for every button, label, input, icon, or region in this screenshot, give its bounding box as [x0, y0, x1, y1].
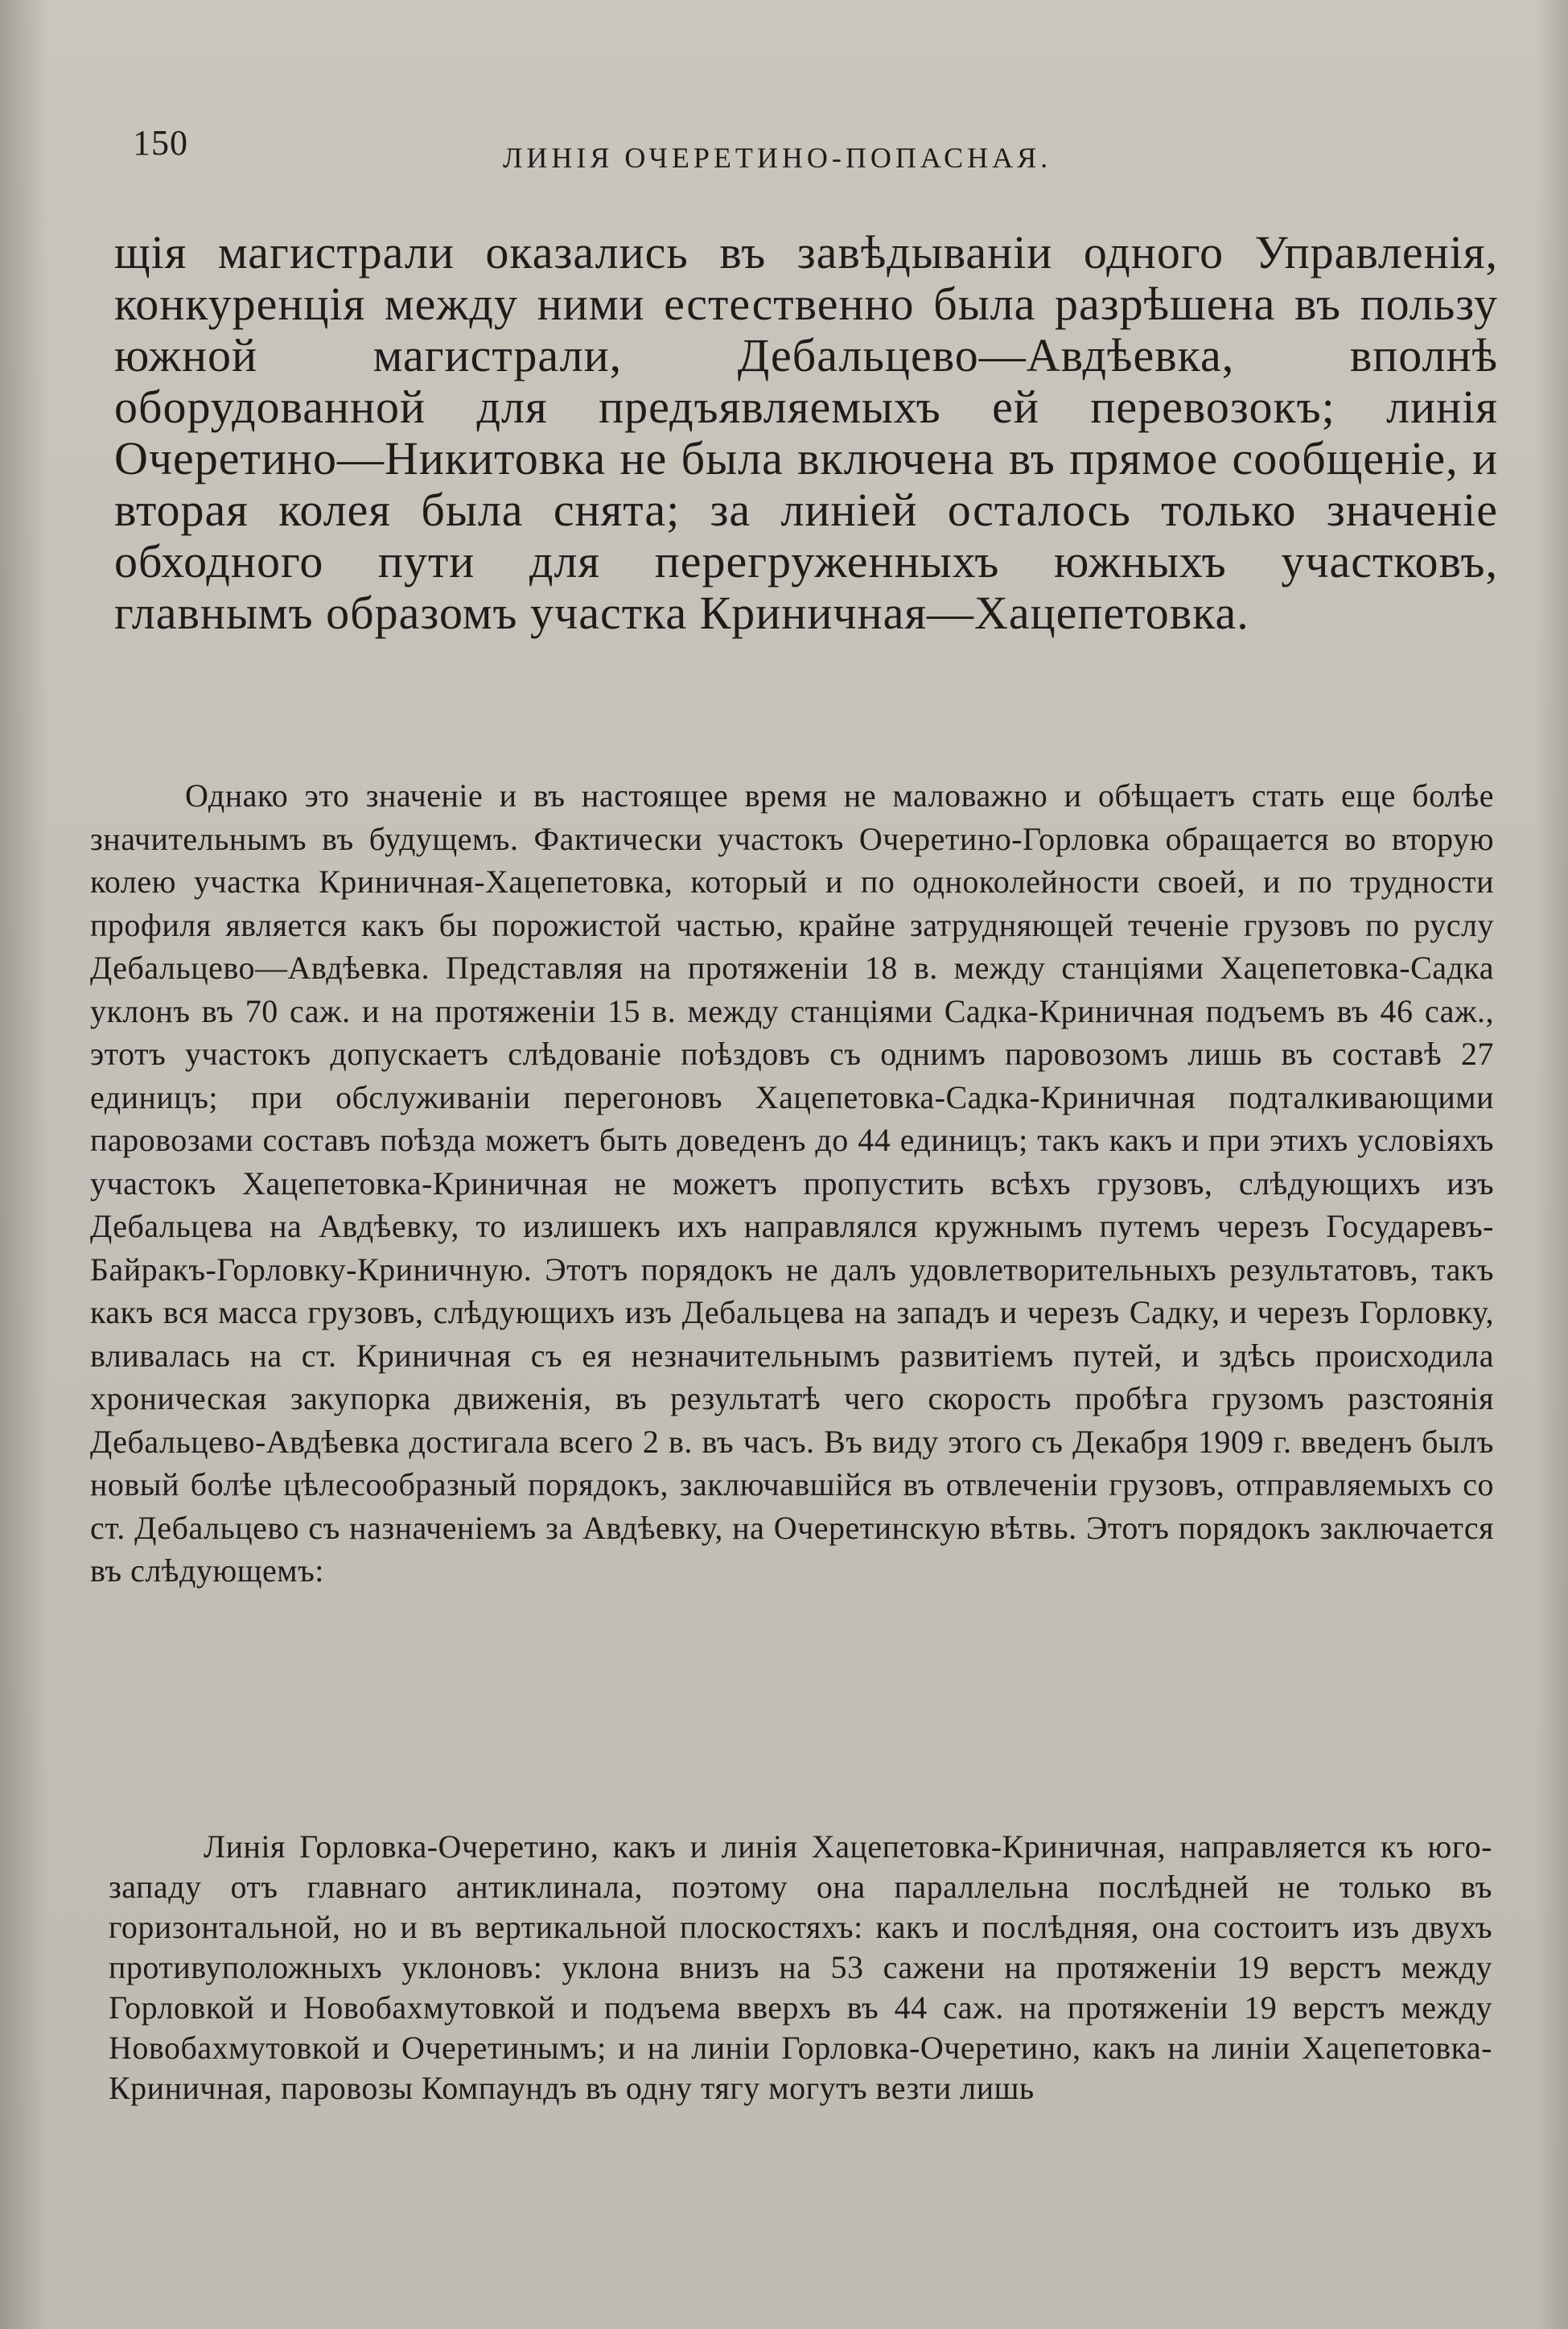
body-text-block-1 [90, 774, 1494, 1593]
running-title: ЛИНІЯ ОЧЕРЕТИНО-ПОПАСНАЯ. [503, 142, 1052, 174]
page-number: 150 [133, 123, 188, 163]
lead-paragraph: щія магистрали оказались въ завѣдываніи одного Управленія, конкуренція между ними естественно была разрѣшена въ пользу южной магистрали, Дебальцево—Авдѣевка, вполнѣ оборудованной для предъявляемыхъ ей перевозокъ; линія Очеретино—Никитовка не была включена въ прямое сообщеніе, и вторая колея была снята; за линіей осталось только значеніе обходного пути для перегруженныхъ южныхъ участковъ, главнымъ образомъ участка Криничная—Хацепетовка. [114, 226, 1498, 639]
edge-shadow [1536, 0, 1568, 2329]
spine-shadow [0, 0, 48, 2329]
lead-text-block [114, 227, 1498, 639]
body-text-block-2 [109, 1827, 1492, 2108]
body-paragraph-2: Линія Горловка-Очеретино, какъ и линія Хацепетовка-Криничная, направляется къ юго-западу отъ главнаго антиклинала, поэтому она параллельна послѣдней не только въ горизонтальной, но и въ вертикальной плоскостяхъ: какъ и послѣдняя, она состоитъ изъ двухъ противуположныхъ уклоновъ: уклона внизъ на 53 сажени на протяженіи 19 верстъ между Горловкой и Новобахмутовкой и подъема вверхъ въ 44 саж. на протяженіи 19 верстъ между Новобахмутовкой и Очеретинымъ; и на линіи Горловка-Очеретино, какъ на линіи Хацепетовка-Криничная, паровозы Компаундъ въ одну тягу могутъ везти лишь [109, 1828, 1492, 2106]
body-paragraph-1: Однако это значеніе и въ настоящее время не маловажно и обѣщаетъ стать еще болѣе значительнымъ въ будущемъ. Фактически участокъ Очеретино-Горловка обращается во вторую колею участка Криничная-Хацепетовка, который и по одноколейности своей, и по трудности профиля является какъ бы порожистой частью, крайне затрудняющей теченіе грузовъ по руслу Дебальцево—Авдѣевка. Представляя на протяженіи 18 в. между станціями Хацепетовка-Садка уклонъ въ 70 саж. и на протяженіи 15 в. между станціями Садка-Криничная подъемъ въ 46 саж., этотъ участокъ допускаетъ слѣдованіе поѣздовъ съ однимъ паровозомъ лишь въ составѣ 27 единицъ; при обслуживаніи перегоновъ Хацепетовка-Садка-Криничная подталкивающими паровозами составъ поѣзда можетъ быть доведенъ до 44 единицъ; такъ какъ и при этихъ условіяхъ участокъ Хацепетовка-Криничная не можетъ пропустить всѣхъ грузовъ, слѣдующихъ изъ Дебальцева на Авдѣевку, то излишекъ ихъ направлялся кружнымъ путемъ черезъ Государевъ-Байракъ-Горловку-Криничную. Этотъ порядокъ не далъ удовлетворительныхъ результатовъ, такъ какъ вся масса грузовъ, слѣдующихъ изъ Дебальцева на западъ и черезъ Садку, и черезъ Горловку, вливалась на ст. Криничная съ ея незначительнымъ развитіемъ путей, и здѣсь происходила хроническая закупорка движенія, въ результатѣ чего скорость пробѣга грузомъ разстоянія Дебальцево-Авдѣевка достигала всего 2 в. въ часъ. Въ виду этого съ Декабря 1909 г. введенъ былъ новый болѣе цѣлесообразный порядокъ, заключавшійся въ отвлеченіи грузовъ, отправляемыхъ со ст. Дебальцево съ назначеніемъ за Авдѣевку, на Очеретинскую вѣтвь. Этотъ порядокъ заключается въ слѣдующемъ: [90, 777, 1494, 1589]
